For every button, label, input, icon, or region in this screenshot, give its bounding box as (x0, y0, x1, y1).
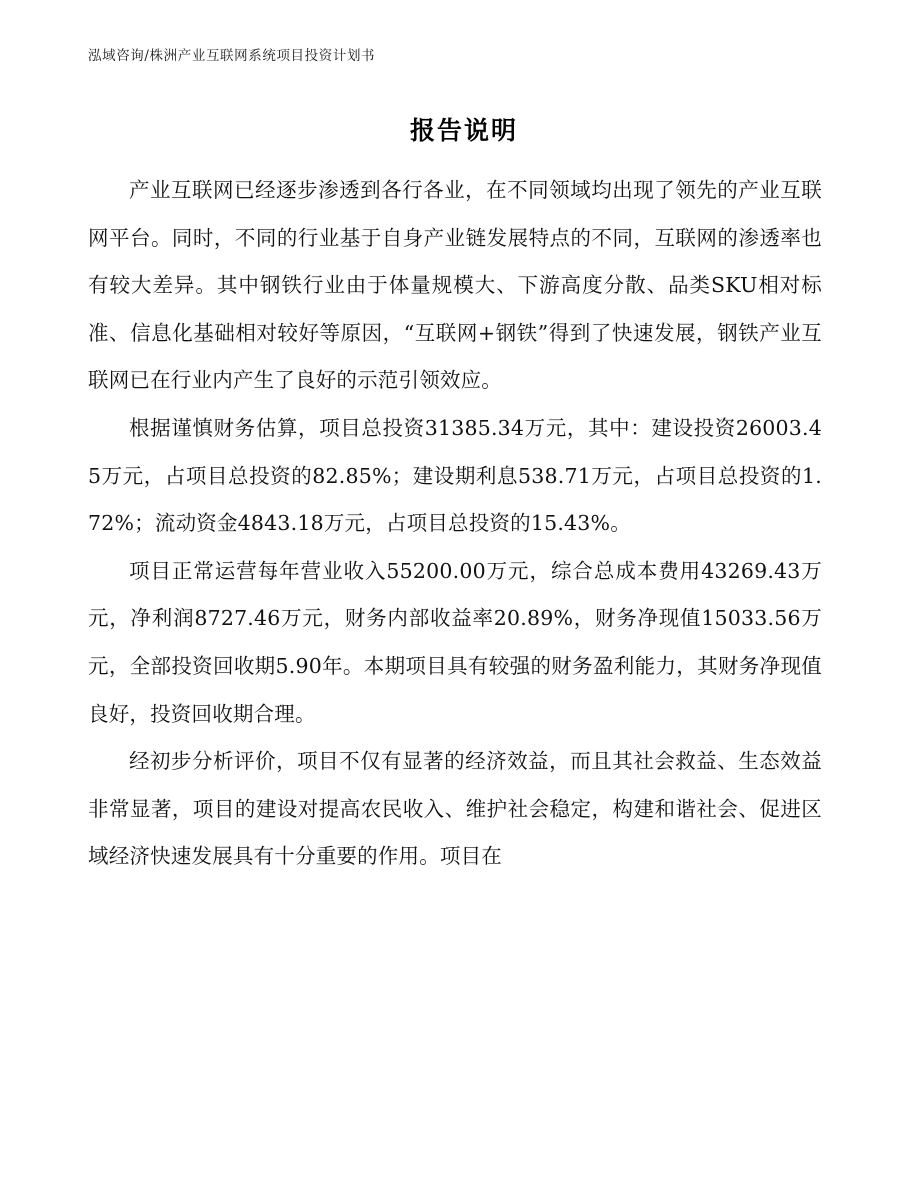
document-body (88, 103, 822, 881)
paragraph-investment-estimate: 根据谨慎财务估算，项目总投资31385.34万元，其中：建设投资26003.45万元，占项目总投资的82.85%；建设期利息538.71万元，占项目总投资的1.72%；流动资金4843.18万元，占项目总投资的15.43%。 (88, 415, 822, 536)
paragraph-industry-internet-overview: 产业互联网已经逐步渗透到各行各业，在不同领域均出现了领先的产业互联网平台。同时，不同的行业基于自身产业链发展特点的不同，互联网的渗透率也有较大差异。其中钢铁行业由于体量规模大、下游高度分散、品类SKU相对标准、信息化基础相对较好等原因，“互联网+钢铁”得到了快速发展，钢铁产业互联网已在行业内产生了良好的示范引领效应。 (88, 178, 822, 393)
running-header: 泓域咨询/株洲产业互联网系统项目投资计划书 (88, 48, 376, 64)
page-title: 报告说明 (410, 116, 519, 145)
paragraph-operating-performance: 项目正常运营每年营业收入55200.00万元，综合总成本费用43269.43万元，净利润8727.46万元，财务内部收益率20.89%，财务净现值15033.56万元，全部投资回收期5.90年。本期项目具有较强的财务盈利能力，其财务净现值良好，投资回收期合理。 (88, 558, 822, 726)
paragraph-preliminary-evaluation: 经初步分析评价，项目不仅有显著的经济效益，而且其社会救益、生态效益非常显著，项目的建设对提高农民收入、维护社会稳定，构建和谐社会、促进区域经济快速发展具有十分重要的作用。项目在 (88, 749, 822, 869)
paragraph-list (88, 167, 822, 881)
